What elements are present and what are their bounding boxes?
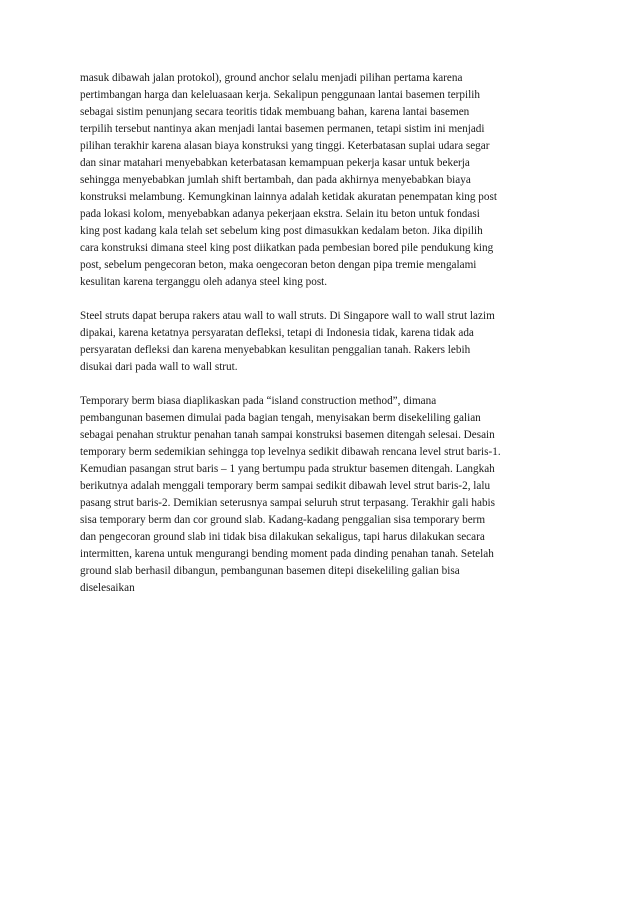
- text-line: dan sinar matahari menyebabkan keterbatasan kemampuan pekerja kasar untuk bekerja: [80, 157, 470, 169]
- text-line: sisa temporary berm dan cor ground slab. Kadang-kadang penggalian sisa temporary berm: [80, 514, 486, 526]
- text-line: temporary berm sedemikian sehingga top levelnya sedikit dibawah rencana level strut baris-1.: [80, 446, 501, 458]
- text-line: intermitten, karena untuk mengurangi bending moment pada dinding penahan tanah. Setelah: [80, 548, 494, 560]
- text-line: terpilih tersebut nantinya akan menjadi lantai basemen permanen, tetapi sistim ini menjadi: [80, 123, 485, 135]
- document-body: [80, 70, 560, 614]
- text-line: masuk dibawah jalan protokol), ground anchor selalu menjadi pilihan pertama karena: [80, 72, 463, 84]
- text-line: pertimbangan harga dan keleluasaan kerja. Sekalipun penggunaan lantai basemen terpilih: [80, 89, 480, 101]
- text-line: pembangunan basemen dimulai pada bagian tengah, menyisakan berm disekeliling galian: [80, 412, 481, 424]
- text-line: ground slab berhasil dibangun, pembangunan basemen ditepi disekeliling galian bisa: [80, 565, 460, 577]
- text-line: cara konstruksi dimana steel king post diikatkan pada pembesian bored pile pendukung king: [80, 242, 494, 254]
- text-line: konstruksi melambung. Kemungkinan lainnya adalah ketidak akuratan penempatan king post: [80, 191, 497, 203]
- paragraph-steel-struts: [80, 308, 560, 376]
- text-line: sebagai penahan struktur penahan tanah sampai konstruksi basemen ditengah selesai. Desain: [80, 429, 495, 441]
- text-line: pilihan terakhir karena alasan biaya konstruksi yang tinggi. Keterbatasan suplai udara segar: [80, 140, 490, 152]
- text-line: Temporary berm biasa diaplikaskan pada “island construction method”, dimana: [80, 395, 437, 407]
- text-line: Steel struts dapat berupa rakers atau wall to wall struts. Di Singapore wall to wall strut lazim: [80, 310, 495, 322]
- text-line: king post kadang kala telah set sebelum king post dimasukkan kedalam beton. Jika dipilih: [80, 225, 483, 237]
- text-line: berikutnya adalah menggali temporary berm sampai sedikit dibawah level strut baris-2, lalu: [80, 480, 491, 492]
- text-line: diselesaikan: [80, 582, 135, 594]
- text-line: disukai dari pada wall to wall strut.: [80, 361, 238, 373]
- text-line: dan pengecoran ground slab ini tidak bisa dilakukan sekaligus, tapi harus dilakukan secara: [80, 531, 485, 543]
- paragraph-temporary-berm: [80, 393, 560, 597]
- text-line: persyaratan defleksi dan karena menyebabkan kesulitan penggalian tanah. Rakers lebih: [80, 344, 471, 356]
- text-line: kesulitan karena terganggu oleh adanya steel king post.: [80, 276, 328, 288]
- text-line: pasang strut baris-2. Demikian seterusnya sampai seluruh strut terpasang. Terakhir gali habis: [80, 497, 496, 509]
- paragraph-ground-anchor: [80, 70, 560, 291]
- text-line: sebagai sistim penunjang secara teoritis tidak membuang bahan, karena lantai basemen: [80, 106, 470, 118]
- text-line: Kemudian pasangan strut baris – 1 yang bertumpu pada struktur basemen ditengah. Langkah: [80, 463, 495, 475]
- text-line: dipakai, karena ketatnya persyaratan defleksi, tetapi di Indonesia tidak, karena tidak ada: [80, 327, 474, 339]
- text-line: pada lokasi kolom, menyebabkan adanya pekerjaan ekstra. Selain itu beton untuk fondasi: [80, 208, 480, 220]
- text-line: sehingga menyebabkan jumlah shift bertambah, dan pada akhirnya menyebabkan biaya: [80, 174, 471, 186]
- text-line: post, sebelum pengecoran beton, maka oengecoran beton dengan pipa tremie mengalami: [80, 259, 477, 271]
